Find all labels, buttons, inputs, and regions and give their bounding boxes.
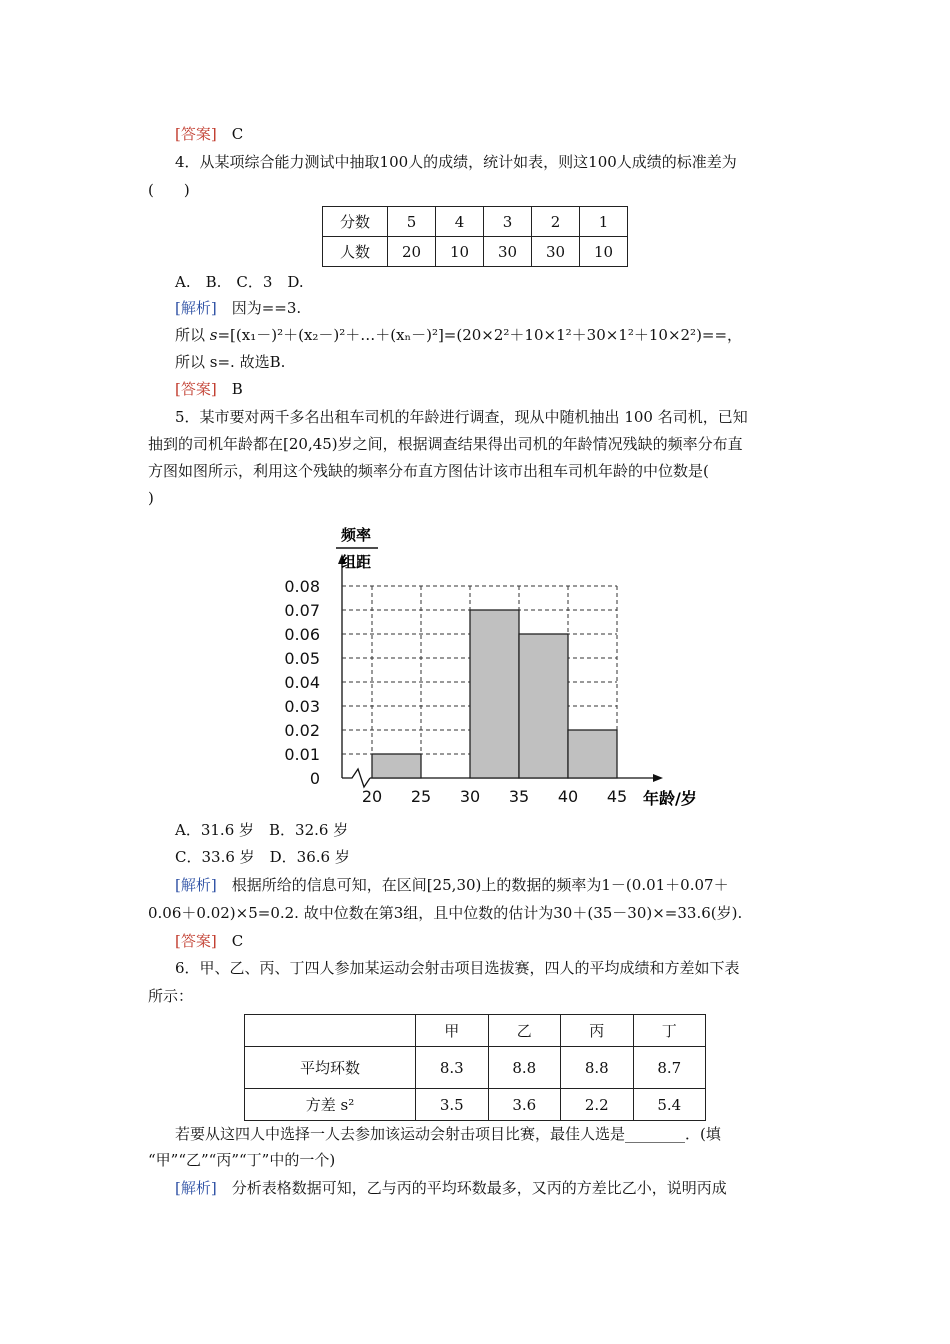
y-tick-label: 0.01 — [284, 745, 320, 764]
table-cell: 8.3 — [416, 1047, 489, 1089]
q5-analysis-line2: 0.06＋0.02)×5=0.2. 故中位数在第3组，且中位数的估计为30＋(35－30)×=33.6(岁). — [148, 904, 743, 922]
histogram-bars — [372, 610, 617, 778]
q4-stem-line2: ( ) — [148, 181, 190, 199]
histogram-bar — [470, 610, 519, 778]
q3-answer — [175, 124, 243, 144]
table-header-cell: 分数 — [323, 207, 388, 237]
y-axis-label-numerator: 频率 — [340, 526, 372, 544]
table-cell: 3 — [484, 207, 532, 237]
answer-tag: [答案] — [175, 380, 217, 398]
table-row-label: 平均环数 — [245, 1047, 416, 1089]
analysis-text: =[(x₁－)²＋(x₂－)²＋…＋(xₙ－)²]=(20×2²＋10×1²＋30×1²＋10×2²)==， — [217, 326, 743, 344]
answer-value: B — [231, 380, 243, 398]
x-tick-labels — [362, 787, 627, 806]
analysis-text: 所以 — [175, 326, 210, 344]
x-tick-label: 25 — [410, 787, 432, 806]
answer-value: C — [231, 125, 244, 143]
table-cell: 5.4 — [633, 1089, 706, 1121]
analysis-tag: [解析] — [175, 1179, 217, 1197]
y-tick-label: 0.08 — [284, 577, 320, 596]
q4-answer — [175, 379, 243, 399]
q5-stem-line4: ) — [148, 489, 154, 507]
q6-shooting-table — [244, 1014, 706, 1121]
q4-score-table — [322, 206, 628, 267]
table-cell: 2.2 — [561, 1089, 634, 1121]
table-cell: 4 — [436, 207, 484, 237]
variable-s: s — [209, 326, 218, 344]
table-cell: 3.5 — [416, 1089, 489, 1121]
q5-stem-line2: 抽到的司机年龄都在[20,45)岁之间，根据调查结果得出司机的年龄情况残缺的频率分布直 — [148, 435, 743, 453]
y-tick-label: 0.06 — [284, 625, 320, 644]
table-cell: 5 — [388, 207, 436, 237]
q4-options: A. B. C．3 D. — [175, 273, 304, 291]
answer-value: C — [231, 932, 244, 950]
y-tick-labels — [284, 577, 320, 788]
q4-stem-line1: 4．从某项综合能力测试中抽取100人的成绩，统计如表，则这100人成绩的标准差为 — [175, 153, 737, 171]
table-cell: 3.6 — [488, 1089, 561, 1121]
analysis-text: 分析表格数据可知，乙与丙的平均环数最多，又丙的方差比乙小，说明丙成 — [231, 1179, 727, 1197]
analysis-tag: [解析] — [175, 299, 217, 317]
table-header-cell: 人数 — [323, 237, 388, 267]
table-cell: 8.7 — [633, 1047, 706, 1089]
q5-options-ab: A．31.6 岁 B．32.6 岁 — [175, 821, 349, 839]
q5-stem-line1: 5．某市要对两千多名出租车司机的年龄进行调查，现从中随机抽出 100 名司机，已知 — [175, 408, 748, 426]
table-cell: 30 — [484, 237, 532, 267]
table-header-cell: 甲 — [416, 1015, 489, 1047]
y-tick-label: 0 — [309, 769, 320, 788]
table-cell: 1 — [580, 207, 628, 237]
table-cell: 30 — [532, 237, 580, 267]
q5-answer — [175, 931, 243, 951]
histogram-bar — [519, 634, 568, 778]
analysis-text: 因为==3. — [231, 299, 302, 317]
table-cell: 20 — [388, 237, 436, 267]
table-cell: 2 — [532, 207, 580, 237]
histogram-bar — [372, 754, 421, 778]
q6-stem-line4: “甲”“乙”“丙”“丁”中的一个) — [148, 1151, 336, 1169]
analysis-tag: [解析] — [175, 876, 217, 894]
y-tick-label: 0.04 — [284, 673, 320, 692]
q6-stem-line3: 若要从这四人中选择一人去参加该运动会射击项目比赛，最佳人选是________．(填 — [175, 1125, 721, 1143]
table-corner-cell — [245, 1015, 416, 1047]
x-tick-label: 45 — [606, 787, 628, 806]
y-tick-label: 0.02 — [284, 721, 320, 740]
q4-analysis-line1 — [175, 298, 301, 318]
table-cell: 8.8 — [488, 1047, 561, 1089]
table-cell: 10 — [436, 237, 484, 267]
x-axis-label: 年龄/岁 — [643, 789, 697, 808]
table-cell: 8.8 — [561, 1047, 634, 1089]
x-tick-label: 20 — [361, 787, 383, 806]
y-tick-label: 0.03 — [284, 697, 320, 716]
axis-break-mark — [342, 769, 370, 787]
q6-stem-line2: 所示： — [148, 987, 194, 1005]
table-header-cell: 丁 — [633, 1015, 706, 1047]
analysis-text: 根据所给的信息可知，在区间[25,30)上的数据的频率为1－(0.01＋0.07＋ — [231, 876, 729, 894]
x-tick-label: 40 — [557, 787, 579, 806]
q5-stem-line3: 方图如图所示，利用这个残缺的频率分布直方图估计该市出租车司机年龄的中位数是( — [148, 462, 709, 480]
q4-analysis-line2 — [175, 325, 742, 345]
y-axis-label-denominator: 组距 — [340, 553, 372, 571]
q5-analysis-line1 — [175, 875, 729, 895]
x-axis-arrow — [653, 774, 663, 782]
answer-tag: [答案] — [175, 125, 217, 143]
table-header-cell: 乙 — [488, 1015, 561, 1047]
table-row-label: 方差 s² — [245, 1089, 416, 1121]
table-cell: 10 — [580, 237, 628, 267]
q6-stem-line1: 6．甲、乙、丙、丁四人参加某运动会射击项目选拔赛，四人的平均成绩和方差如下表 — [175, 959, 740, 977]
y-tick-label: 0.05 — [284, 649, 320, 668]
x-tick-label: 30 — [459, 787, 481, 806]
histogram-bar — [568, 730, 617, 778]
y-tick-label: 0.07 — [284, 601, 320, 620]
age-frequency-histogram — [280, 520, 720, 820]
q5-options-cd: C．33.6 岁 D．36.6 岁 — [175, 848, 350, 866]
q6-analysis-line1 — [175, 1178, 727, 1198]
answer-tag: [答案] — [175, 932, 217, 950]
x-tick-label: 35 — [508, 787, 530, 806]
q4-analysis-line3: 所以 s=. 故选B. — [175, 353, 286, 371]
table-header-cell: 丙 — [561, 1015, 634, 1047]
